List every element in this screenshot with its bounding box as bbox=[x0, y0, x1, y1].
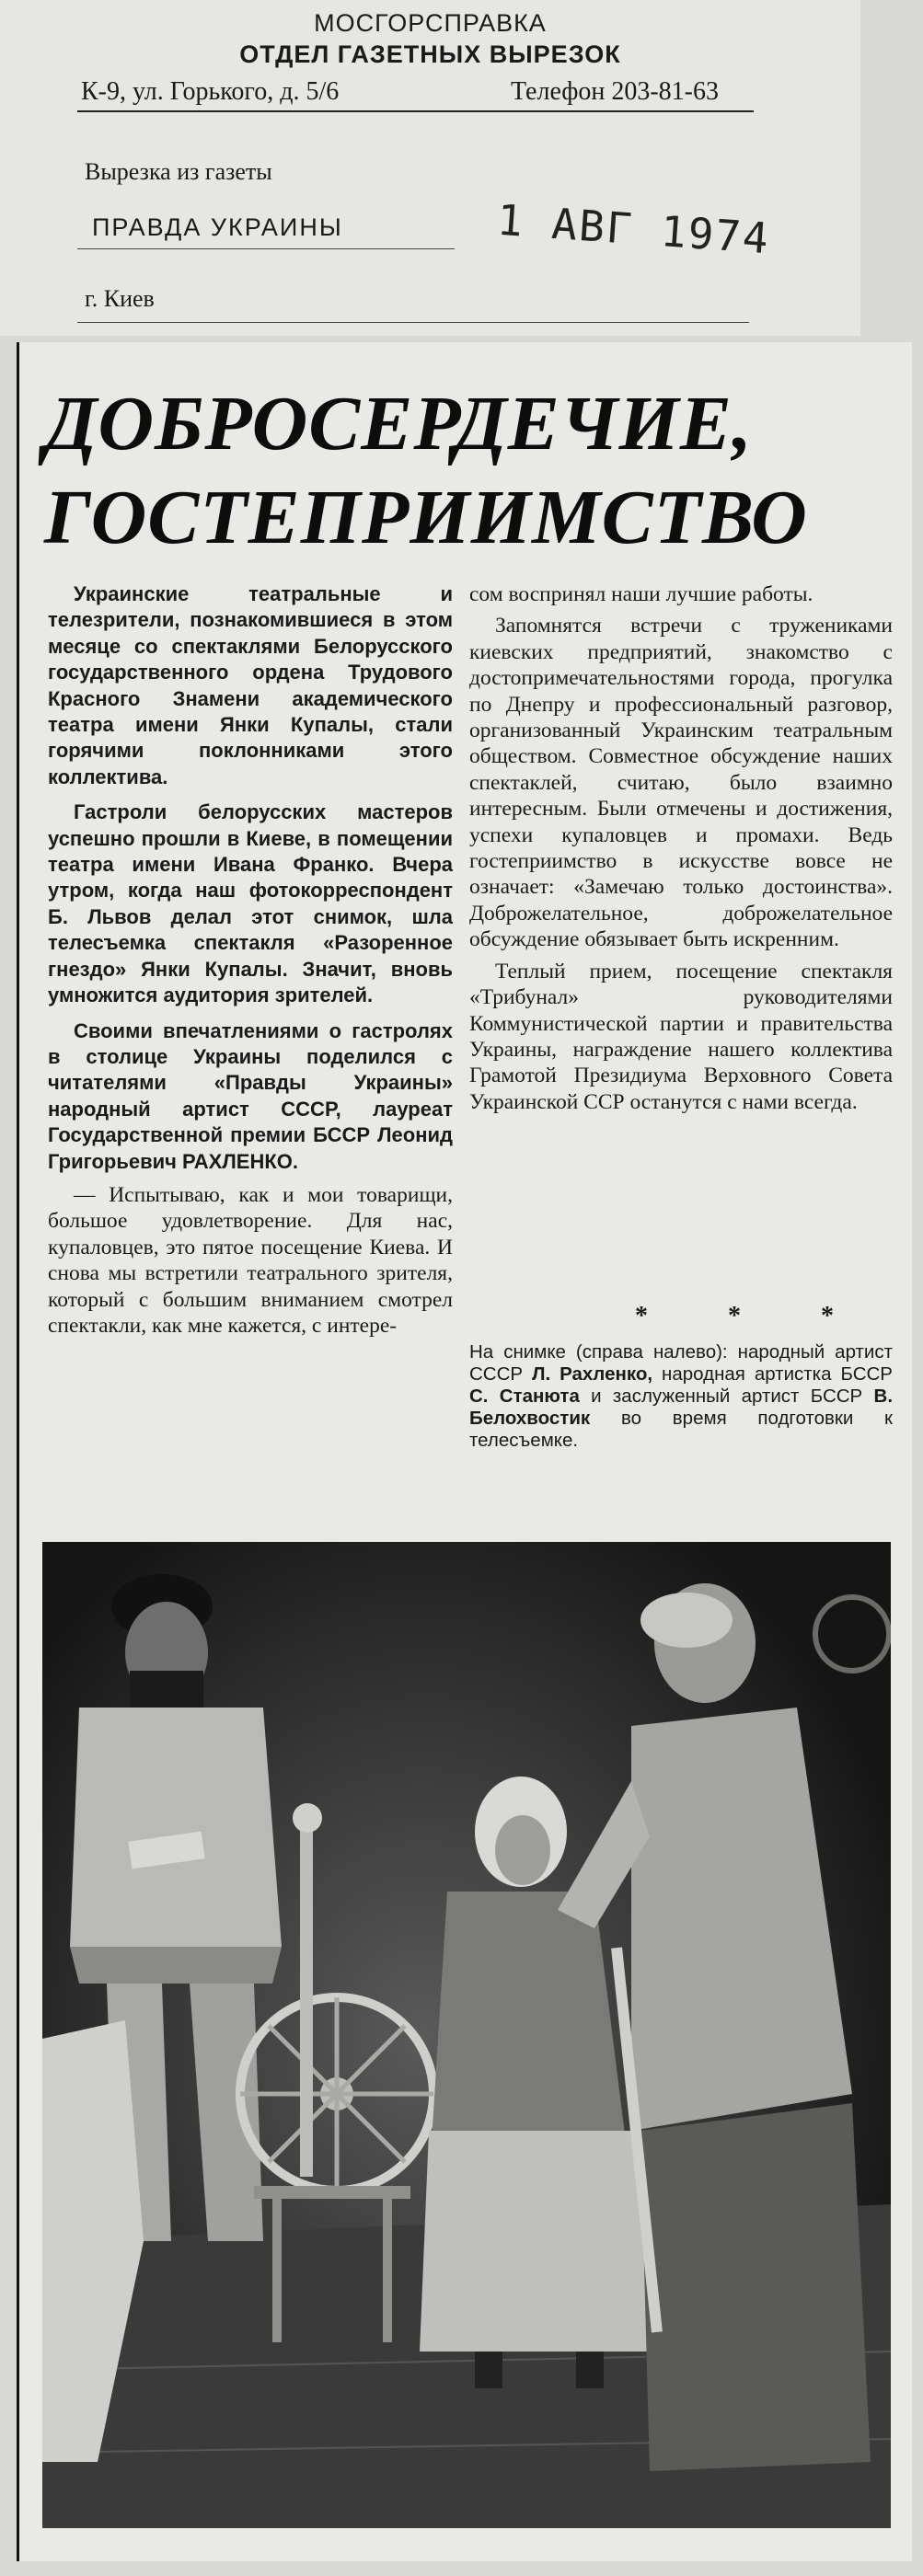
interviewee-name: Леонид Григорьевич РАХЛЕНКО. bbox=[48, 1123, 453, 1173]
photo-illustration bbox=[42, 1542, 891, 2528]
article-paragraph: Теплый прием, посещение спектакля «Трибунал» руководителями Коммунистической партии и правительства Украины, награждение нашего коллектива Грамотой Президиума Верховного Совета Украинской ССР останутся с нами всегда. bbox=[469, 959, 893, 1114]
agency-department: ОТДЕЛ ГАЗЕТНЫХ ВЫРЕЗОК bbox=[239, 40, 621, 68]
caption-name: Л. Рахленко, bbox=[532, 1363, 653, 1385]
divider bbox=[77, 248, 455, 249]
agency-name: МОСГОРСПРАВКА bbox=[314, 9, 547, 37]
caption-name: С. Станюта bbox=[469, 1386, 580, 1407]
article-paragraph bbox=[48, 1018, 453, 1175]
clipping-service-label bbox=[0, 0, 860, 336]
date-stamp: 1 АВГ 1974 bbox=[495, 194, 772, 264]
caption-text: народная артистка БССР bbox=[662, 1363, 893, 1385]
caption-text: На снимке (справа налево): народный артист СССР bbox=[469, 1341, 893, 1385]
agency-address: К-9, ул. Горького, д. 5/6 bbox=[81, 77, 340, 106]
article-lead: Украинские театральные и телезрители, познакомившиеся в этом месяце со спектаклями Белорусского государственного ордена Трудового Красного Знамени академического театра имени Янки Купалы, стали горячими поклонниками этого коллектива. bbox=[48, 582, 453, 788]
paragraph-text: Своими впечатлениями о гастролях в столице Украины поделился с читателями «Правды Украины» народный артист СССР, лауреат Государственной премии БССР bbox=[48, 1018, 453, 1147]
photo-caption bbox=[469, 1341, 893, 1452]
article-column-right bbox=[469, 581, 893, 1115]
article-paragraph: Запомнятся встречи с тружениками киевских предприятий, знакомство с достопримечательностями города, прогулка по Днепру и профессиональный разговор, организованный Украинским театральным обществом. Совместное обсуждение наших спектаклей, считаю, было взаимно интересным. Были отмечены и достижения, успехи купаловцев и промахи. Ведь гостеприимство в искусстве вовсе не означает: «Замечаю только достоинства». Доброжелательное, доброжелательное обсуждение обязывает быть искренним. bbox=[469, 614, 893, 952]
headline-line: ГОСТЕПРИИМСТВО bbox=[44, 475, 808, 560]
agency-phone: Телефон 203-81-63 bbox=[511, 77, 719, 106]
article-paragraph: Гастроли белорусских мастеров успешно прошли в Киеве, в помещении театра имени Ивана Франко. Вчера утром, когда наш фотокорреспондент Б. Львов делал этот снимок, шла телесъемка спектакля «Разоренное гнездо» Янки Купалы. Значит, вновь умножится аудитория зрителей. bbox=[48, 800, 453, 1007]
city-name: г. Киев bbox=[85, 285, 155, 312]
cut-from-label: Вырезка из газеты bbox=[85, 158, 272, 185]
article-photo bbox=[42, 1542, 891, 2528]
caption-text: и заслуженный артист БССР bbox=[591, 1386, 863, 1407]
newspaper-name: ПРАВДА УКРАИНЫ bbox=[92, 213, 343, 241]
headline-line: ДОБРОСЕРДЕЧИЕ, bbox=[44, 381, 753, 466]
article-headline bbox=[44, 377, 872, 565]
quote-paragraph: — Испытываю, как и мои товарищи, большое удовлетворение. Для нас, купаловцев, это пятое посещение Киева. И снова мы встретили театрального зрителя, который с большим вниманием смотрел спектакли, как мне кажется, с интере- bbox=[48, 1182, 453, 1338]
section-divider-stars: * * * bbox=[635, 1302, 871, 1330]
article-column-left bbox=[48, 581, 453, 1339]
article-paragraph: сом воспринял наши лучшие работы. bbox=[469, 582, 813, 606]
divider bbox=[77, 322, 749, 323]
divider bbox=[77, 110, 754, 112]
caption-text: во время подготовки к телесъемке. bbox=[469, 1408, 893, 1451]
caption-name: В. Белохвостик bbox=[469, 1386, 894, 1429]
